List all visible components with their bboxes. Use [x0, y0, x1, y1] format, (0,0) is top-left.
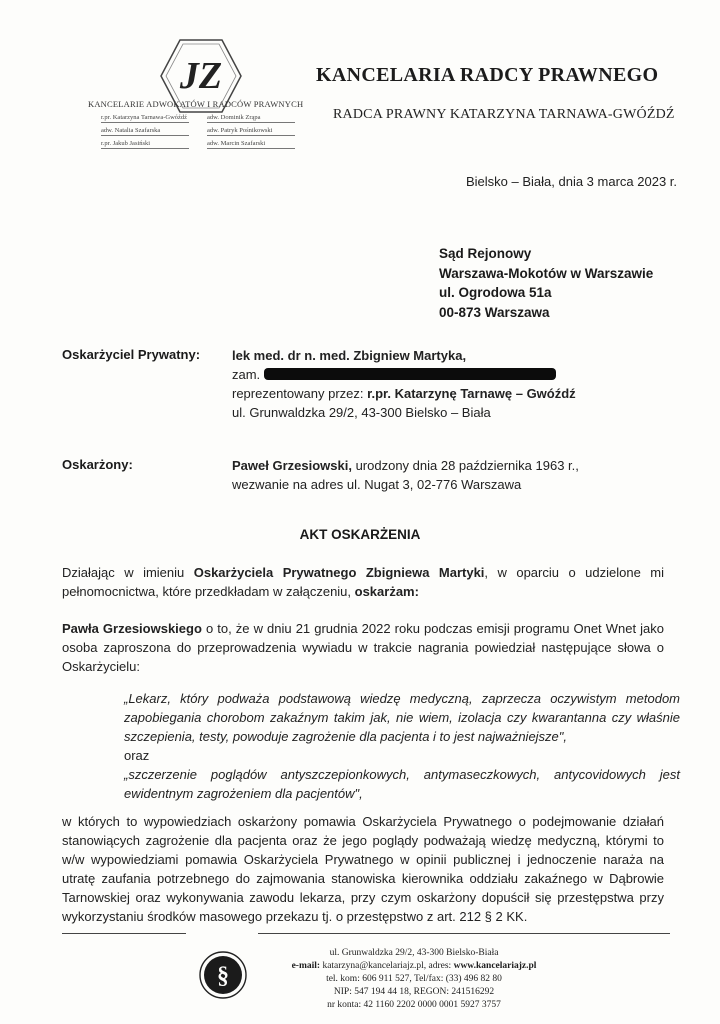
- court-line-2: Warszawa-Mokotów w Warszawie: [439, 265, 654, 281]
- accused-name: Paweł Grzesiowski,: [232, 458, 352, 473]
- quote-1: „Lekarz, który podważa podstawową wiedzę medyczną, zaprzecza oczywistym metodom zapobiegania chorobom zakaźnym takim jak, nie wiem, izolacja czy kwarantanna czy właśnie szczepienia, testy, powoduje zagrożenie dla pacjenta i to jest najważniejsze",: [124, 691, 680, 744]
- svg-text:§: §: [217, 963, 229, 989]
- quote-2: „szczerzenie poglądów antyszczepionkowych, antymaseczkowych, antycovidowych jest ewidentnym zagrożeniem dla pacjentów",: [124, 767, 680, 801]
- accused-block: [232, 456, 692, 494]
- footer-address: ul. Grunwaldzka 29/2, 43-300 Bielsko-Biała: [329, 948, 499, 958]
- footer-account: nr konta: 42 1160 2202 0000 0001 5927 3757: [327, 1000, 501, 1010]
- footer-email-line: [258, 960, 570, 973]
- court-line-1: Sąd Rejonowy: [439, 246, 532, 261]
- staff-left: [101, 127, 189, 136]
- para1-bold-2: oskarżam:: [354, 584, 419, 599]
- represented-prefix: reprezentowany przez:: [232, 386, 368, 401]
- accuser-label: Oskarżyciel Prywatny:: [62, 347, 201, 362]
- footer-web[interactable]: www.kancelariajz.pl: [453, 961, 537, 971]
- firm-title: KANCELARIA RADCY PRAWNEGO: [316, 64, 659, 86]
- staff-right-1: adw. Dominik Zrąpa: [207, 114, 261, 121]
- staff-left: [101, 114, 189, 123]
- staff-left: [101, 140, 189, 149]
- accuser-name: lek med. dr n. med. Zbigniew Martyka,: [232, 348, 467, 363]
- staff-left-3: r.pr. Jakub Jasiński: [101, 140, 151, 147]
- para1-text-2: , w oparciu o udzielone mi pełnomocnictwa, które przedkładam w załączeniu,: [62, 565, 664, 599]
- firm-caption: KANCELARIE ADWOKATÓW I RADCÓW PRAWNYCH: [88, 99, 304, 109]
- section-sign-logo: [198, 950, 248, 1000]
- accused-label: Oskarżony:: [62, 457, 133, 472]
- footer-rule-left: [62, 933, 186, 934]
- accused-birth: urodzony dnia 28 października 1963 r.,: [351, 458, 579, 473]
- representative-address: ul. Grunwaldzka 29/2, 43-300 Bielsko – Biała: [232, 405, 491, 420]
- footer-ids: NIP: 547 194 44 18, REGON: 241516292: [333, 987, 495, 997]
- charge-paragraph: [62, 619, 664, 676]
- para2-bold: Pawła Grzesiowskiego: [62, 621, 202, 636]
- para1-bold-1: Oskarżyciela Prywatnego Zbigniewa Martyki: [193, 565, 485, 580]
- firm-subtitle: RADCA PRAWNY KATARZYNA TARNAWA-GWÓŹDŹ: [333, 107, 675, 122]
- accuser-address-prefix: zam.: [232, 367, 261, 382]
- accuser-address: [232, 365, 672, 384]
- staff-left-2: adw. Natalia Szafarska: [101, 127, 161, 134]
- logo-letters: JZ: [179, 55, 223, 97]
- staff-left-1: r.pr. Katarzyna Tarnawa-Gwóźdź: [101, 114, 188, 121]
- footer-email-label: e-mail:: [291, 961, 323, 971]
- court-line-4: 00-873 Warszawa: [439, 304, 550, 320]
- staff-right-3: adw. Marcin Szafarski: [207, 140, 266, 147]
- staff-right-2: adw. Patryk Pośnikowski: [207, 127, 273, 134]
- staff-right: [207, 127, 295, 136]
- footer-email[interactable]: katarzyna@kancelariajz.pl: [322, 961, 424, 971]
- footer-web-label: , adres:: [423, 961, 454, 971]
- court-address: [439, 244, 653, 322]
- footer-phones: tel. kom: 606 911 527, Tel/fax: (33) 496 82 80: [326, 974, 502, 984]
- conjunction-oraz: oraz: [124, 748, 150, 763]
- intro-paragraph: [62, 563, 664, 601]
- accused-summons: wezwanie na adres ul. Nugat 3, 02-776 Warszawa: [232, 477, 522, 492]
- footer-contact: [258, 947, 570, 1012]
- footer-rule-right: [258, 933, 670, 934]
- accuser-representative: [232, 384, 672, 403]
- accuser-block: [232, 346, 672, 422]
- staff-right: [207, 140, 295, 149]
- conclusion-paragraph: w których to wypowiedziach oskarżony pomawia Oskarżyciela Prywatnego o podejmowanie działań stanowiących zagrożenie dla pacjenta oraz że jego poglądy podważają wiedzę medyczną, którymi to w/w wypowiedziami pomawia Oskarżyciela Prywatnego w opinii publicznej i jednoczenie naraża na utratę zaufania potrzebnego do zajmowania stanowiska kierownika oddziału zakaźnego w Dąbrowie Tarnowskiej oraz wykonywania zawodu lekarza, przy czym oskarżony dopuścił się przestępstwa przy wykorzystaniu środków masowego przekazu tj. o przestępstwo z art. 212 § 2 KK.: [62, 814, 664, 924]
- para2-text: o to, że w dniu 21 grudnia 2022 roku podczas emisji programu Onet Wnet jako osoba zaproszona do przeprowadzenia wywiadu w trakcie nagrania powiedział następujące słowa o Oskarżycielu:: [62, 621, 664, 674]
- para1-text-1: Działając w imieniu: [62, 565, 194, 580]
- staff-right: [207, 114, 295, 123]
- represented-name: r.pr. Katarzynę Tarnawę – Gwóźdź: [367, 386, 576, 401]
- redaction-bar: [264, 368, 556, 380]
- date-line: Bielsko – Biała, dnia 3 marca 2023 r.: [466, 174, 678, 189]
- act-title: AKT OSKARŻENIA: [299, 527, 421, 542]
- court-line-3: ul. Ogrodowa 51a: [439, 285, 552, 300]
- accused-line-1: [232, 456, 692, 475]
